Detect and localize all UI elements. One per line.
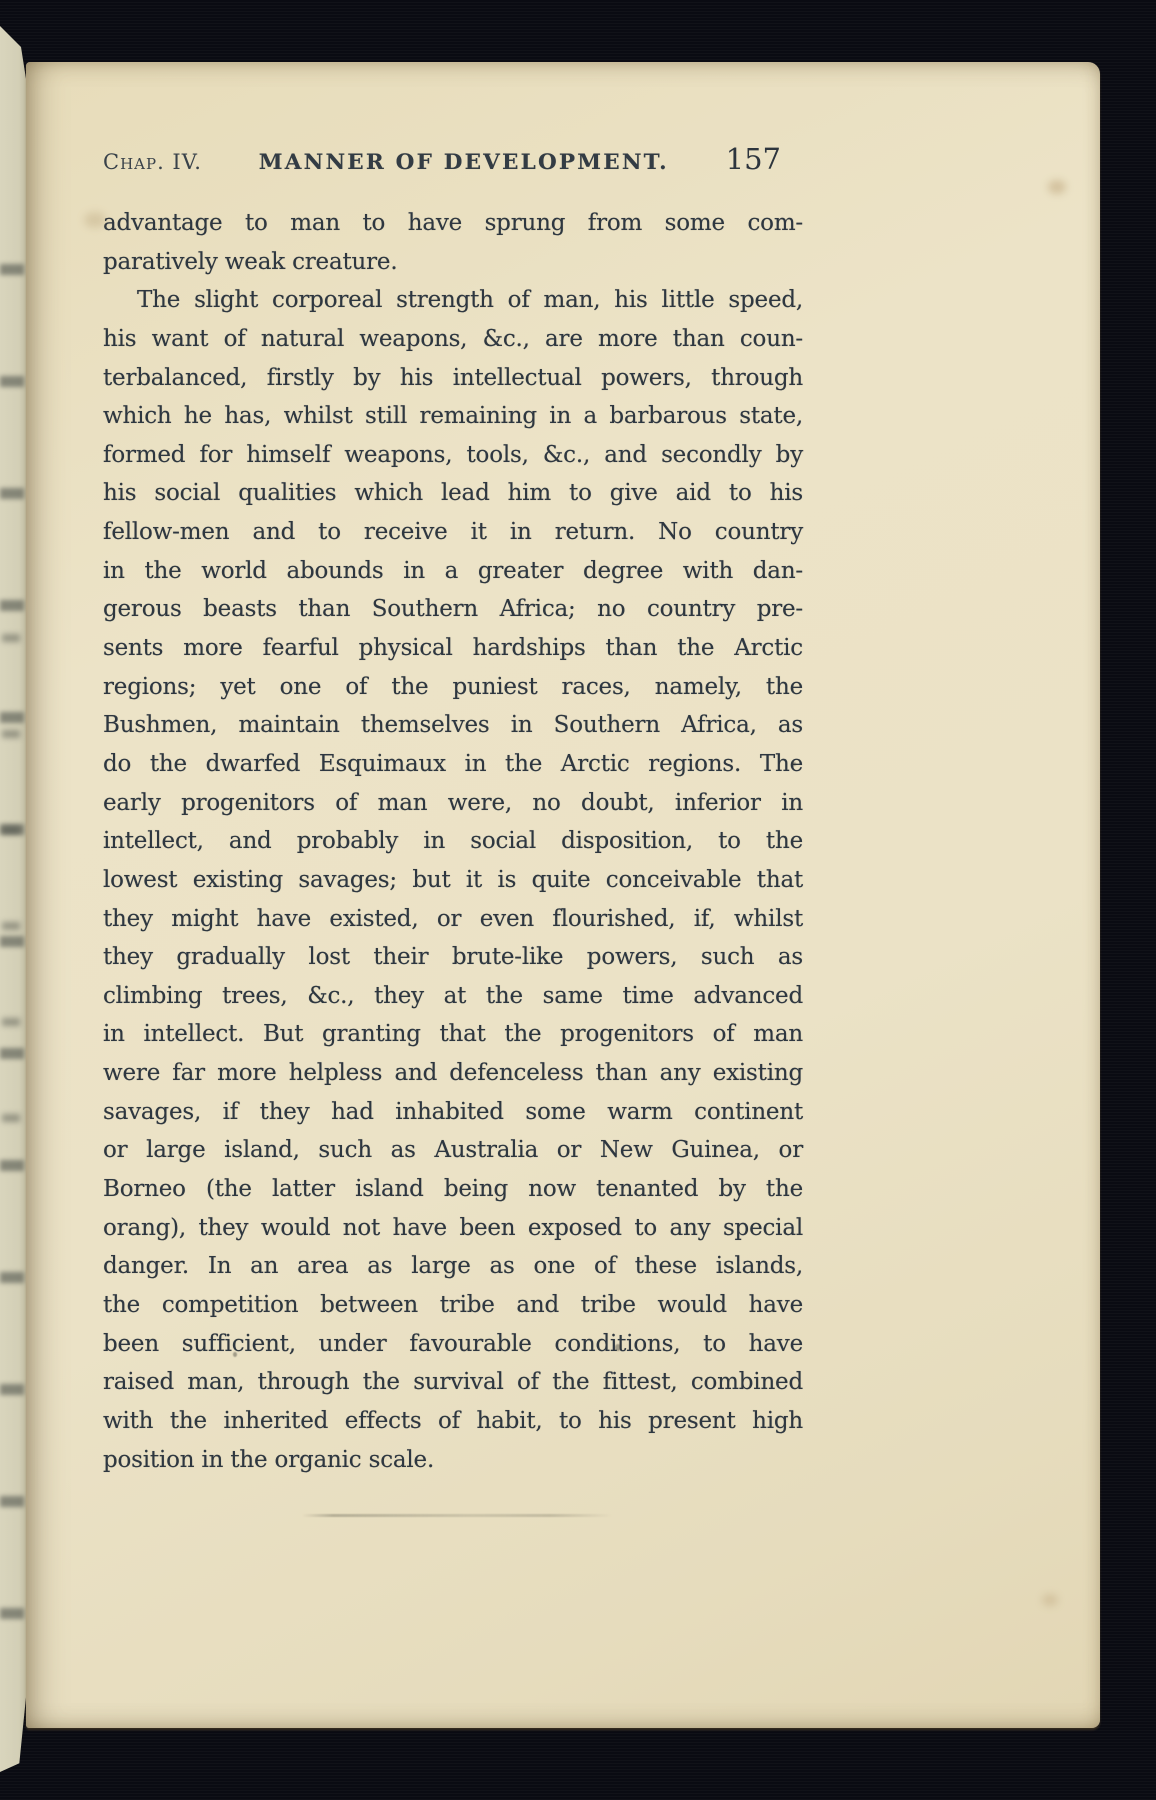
text-line: The slight corporeal strength of man, his little speed, [137, 287, 803, 314]
text-line: savages, if they had inhabited some warm continent [103, 1098, 803, 1125]
text-line: climbing trees, &c., they at the same time advanced [103, 982, 803, 1009]
text-line: or large island, such as Australia or New Guinea, or [103, 1137, 803, 1164]
text-line: been sufficient, under favourable conditions, to have [103, 1330, 803, 1357]
foxing-spot [84, 212, 106, 228]
text-line: intellect, and probably in social disposition, to the [103, 828, 803, 855]
text-line: sents more fearful physical hardships than the Arctic [103, 635, 803, 662]
text-line: in intellect. But granting that the progenitors of man [103, 1021, 803, 1048]
text-line: were far more helpless and defenceless than any existing [103, 1060, 803, 1087]
text-line: do the dwarfed Esquimaux in the Arctic regions. The [103, 750, 803, 777]
text-line: advantage to man to have sprung from some com- [103, 210, 803, 236]
page-header [103, 142, 803, 176]
text-line: formed for himself weapons, tools, &c., and secondly by [103, 441, 803, 468]
ink-speck [792, 762, 796, 766]
text-line: gerous beasts than Southern Africa; no country pre- [103, 596, 803, 623]
chapter-label: Chap. IV. [103, 150, 202, 174]
foxing-spot [1042, 1594, 1058, 1606]
text-line: danger. In an area as large as one of these islands, [103, 1253, 803, 1280]
running-title: MANNER OF DEVELOPMENT. [258, 150, 669, 175]
text-line: lowest existing savages; but it is quite conceivable that [103, 866, 803, 893]
text-line: fellow-men and to receive it in return. No country [103, 519, 803, 546]
text-line: in the world abounds in a greater degree with dan- [103, 557, 803, 584]
text-line: which he has, whilst still remaining in a barbarous state, [103, 403, 803, 430]
body-text [103, 204, 803, 1479]
text-line: raised man, through the survival of the fittest, combined [103, 1369, 803, 1396]
text-line: position in the organic scale. [103, 1446, 435, 1473]
text-line: Borneo (the latter island being now tenanted by the [103, 1176, 803, 1203]
text-line: terbalanced, firstly by his intellectual powers, through [103, 364, 803, 391]
text-line: they gradually lost their brute-like powers, such as [103, 944, 803, 971]
ink-speck [615, 1344, 621, 1351]
text-line: early progenitors of man were, no doubt, inferior in [103, 789, 803, 816]
text-line: paratively weak creature. [103, 248, 398, 275]
text-line: his want of natural weapons, &c., are more than coun- [103, 325, 803, 352]
page-content [103, 62, 803, 1728]
page-number: 157 [725, 142, 781, 176]
show-through-mark [302, 1514, 612, 1517]
text-line: Bushmen, maintain themselves in Southern Africa, as [103, 712, 803, 739]
text-line: they might have existed, or even flourished, if, whilst [103, 905, 803, 932]
text-line: with the inherited effects of habit, to his present high [103, 1407, 803, 1434]
ink-speck [233, 1352, 237, 1357]
text-line: regions; yet one of the puniest races, namely, the [103, 673, 803, 700]
text-line: orang), they would not have been exposed to any special [103, 1214, 803, 1241]
text-line: the competition between tribe and tribe would have [103, 1291, 803, 1318]
text-line: his social qualities which lead him to give aid to his [103, 480, 803, 507]
book-page [26, 62, 1100, 1728]
foxing-spot [1048, 180, 1066, 194]
